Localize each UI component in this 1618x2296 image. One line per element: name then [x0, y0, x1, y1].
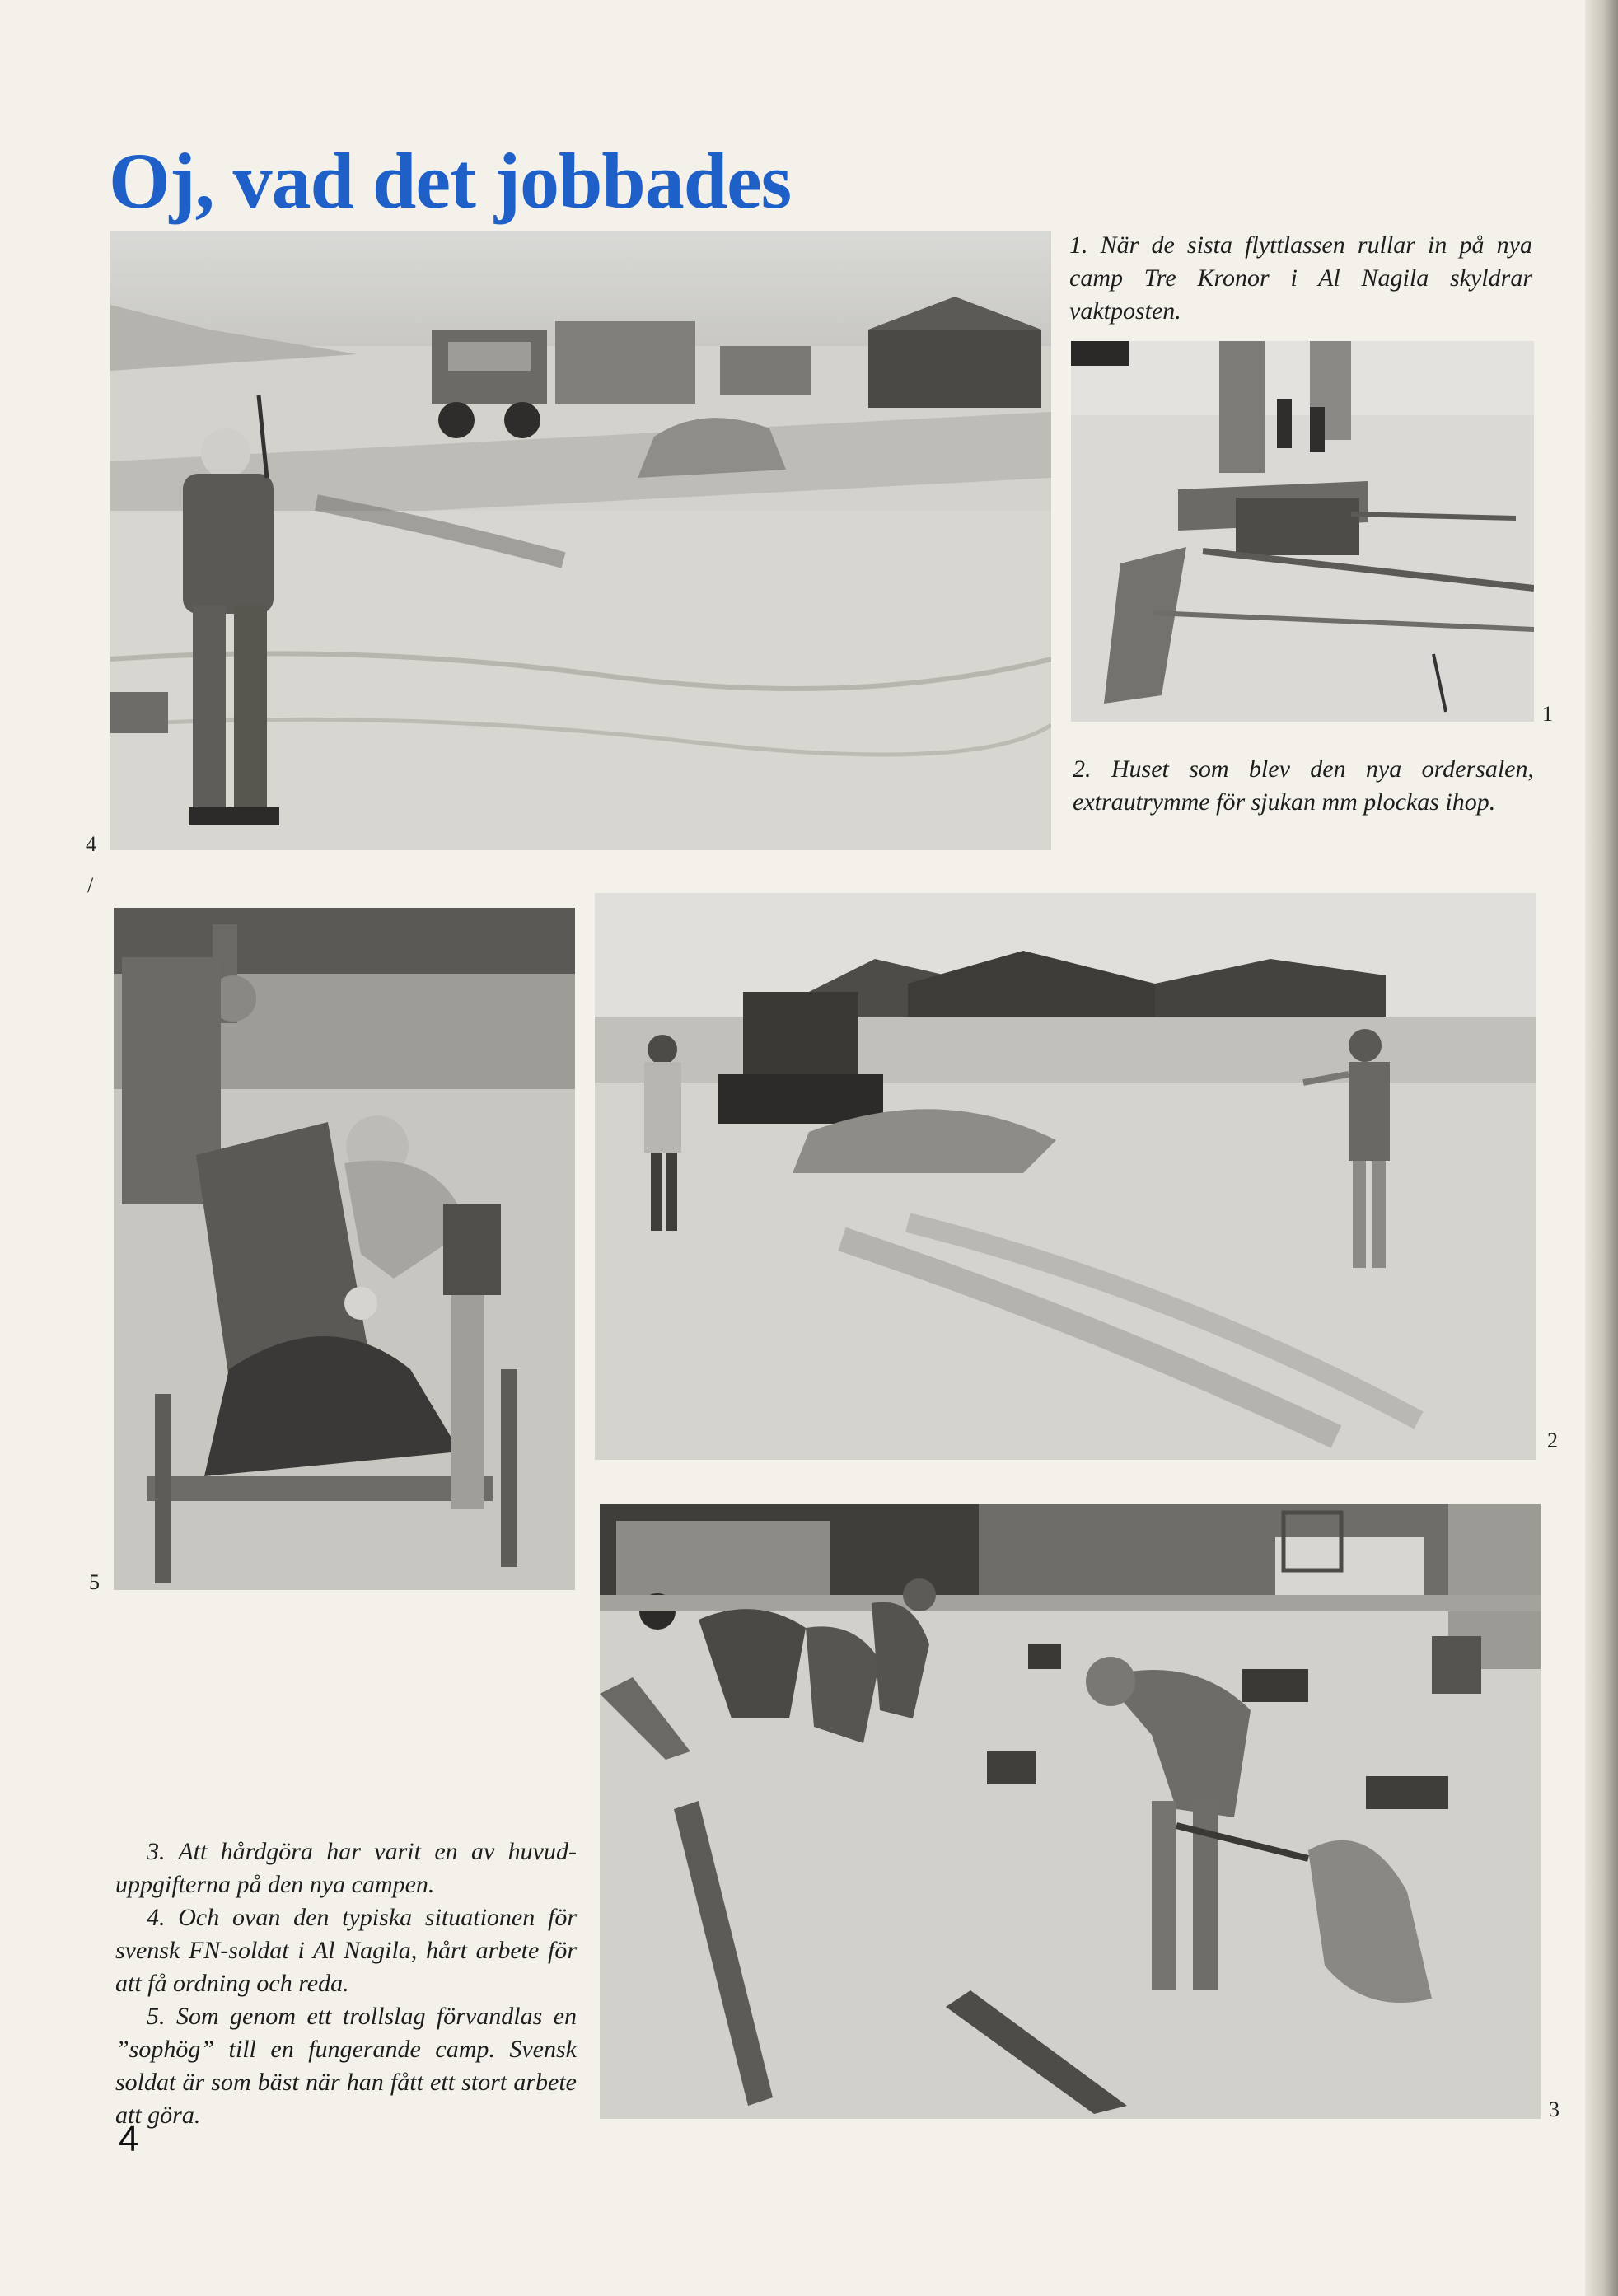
photo-4-sentry-trucks [110, 231, 1051, 850]
photo-3-leveling-sand [600, 1504, 1541, 2119]
caption-2-text: 2. Huset som blev den nya ordersalen, extrautrymme för sjukan mm plockas ihop. [1073, 755, 1534, 816]
photo-number-5: 5 [89, 1570, 100, 1594]
caption-3-text: 3. Att hårdgöra har varit en av huvud-uppgifterna på den nya campen. [115, 1838, 577, 1898]
caption-2 [1073, 753, 1534, 819]
page-spine-shadow [1585, 0, 1618, 2296]
page-number: 4 [119, 2119, 139, 2159]
photo-number-1: 1 [1542, 702, 1553, 726]
page-title: Oj, vad det jobbades [109, 137, 792, 226]
caption-1 [1069, 229, 1532, 328]
photo-number-2: 2 [1547, 1429, 1558, 1452]
caption-1-text: 1. När de sista flyttlassen rullar in på nya camp Tre Kronor i Al Nagila skyldrar vaktposten. [1069, 231, 1532, 325]
photo-5-shoveling [114, 908, 575, 1590]
photo-number-3: 3 [1549, 2097, 1560, 2121]
captions-3-4-5 [115, 1835, 577, 2132]
photo-2-bulldozer-tents [595, 893, 1536, 1460]
stray-mark: / [87, 873, 94, 897]
photo-1-house-frame [1071, 341, 1534, 722]
caption-4-text: 4. Och ovan den typiska situationen för svensk FN-soldat i Al Nagila, hårt arbete för att få ordning och reda. [115, 1904, 577, 1997]
caption-5-text: 5. Som genom ett trollslag förvandlas en ”sophög” till en fungerande camp. Svensk soldat är som bäst när han fått ett stort arbete att göra. [115, 2003, 577, 2129]
photo-number-4: 4 [86, 832, 96, 856]
